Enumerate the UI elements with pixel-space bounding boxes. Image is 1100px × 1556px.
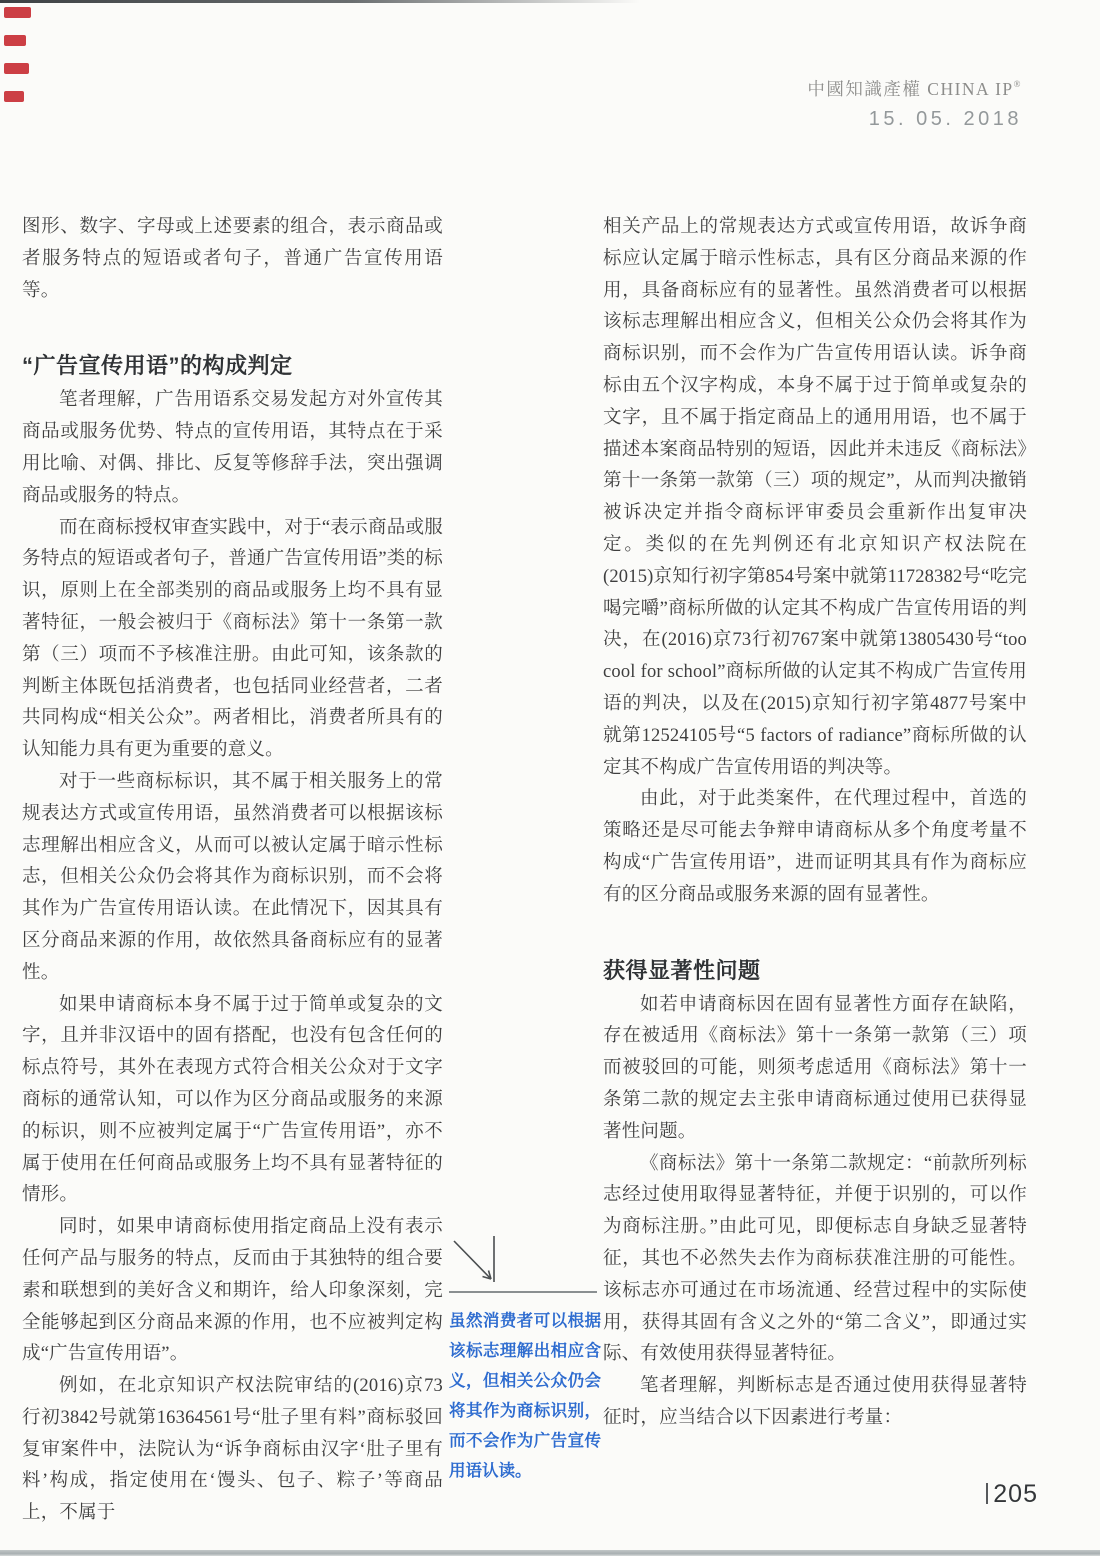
registered-trademark-symbol: ® (1013, 79, 1022, 89)
red-mark (4, 7, 31, 18)
section-title-ad-slogan-determination: “广告宣传用语”的构成判定 (22, 353, 293, 379)
red-mark (4, 35, 26, 46)
paragraph: 如若申请商标因在固有显著性方面存在缺陷，存在被适用《商标法》第十一条第一款第（三）项而被驳回的可能，则须考虑适用《商标法》第十一条第二款的规定去主张申请商标通过使用已获得显著性问题。 (603, 994, 1027, 1142)
right-text-column (603, 212, 1027, 1435)
paragraph-continued: 相关产品上的常规表达方式或宣传用语，故诉争商标应认定属于暗示性标志，具有区分商品来源的作用，具备商标应有的显著性。虽然消费者可以根据该标志理解出相应含义，但相关公众仍会将其作为商标识别，而不会作为广告宣传用语认读。诉争商标由五个汉字构成，本身不属于过于简单或复杂的文字，且不属于指定商品上的通用用语，也不属于描述本案商品特别的短语，因此并未违反《商标法》第十一条第一款第（三）项的规定”，从而判决撤销被诉决定并指令商标评审委员会重新作出复审决定。类似的在先判例还有北京知识产权法院在(2015)京知行初字第854号案中就第11728382号“吃完喝完嚼”商标所做的认定其不构成广告宣传用语的判决，在(2016)京73行初767案中就第13805430号“too cool for school”商标所做的认定其不构成广告宣传用语的判决，以及在(2015)京知行初字第4877号案中就第12524105号“5 factors of radiance”商标所做的认定其不构成广告宣传用语的判决等。 (603, 217, 1027, 778)
page-number (986, 1480, 1038, 1509)
paragraph-continued: 图形、数字、字母或上述要素的组合，表示商品或者服务特点的短语或者句子，普通广告宣传用语等。 (22, 217, 443, 301)
journal-brand-text: 中國知識產權 CHINA IP (807, 79, 1014, 99)
page-number-bar (986, 1483, 988, 1504)
pull-quote (449, 1234, 601, 1486)
paragraph: 笔者理解，判断标志是否通过使用获得显著特征时，应当结合以下因素进行考量： (603, 1376, 1027, 1428)
issue-date: 15. 05. 2018 (868, 108, 1022, 130)
paragraph: 对于一些商标标识，其不属于相关服务上的常规表达方式或宣传用语，虽然消费者可以根据该标志理解出相应含义，从而可以被认定属于暗示性标志，但相关公众仍会将其作为商标识别，而不会将其作为广告宣传用语认读。在此情况下，因其具有区分商品来源的作用，故依然具备商标应有的显著性。 (22, 771, 443, 983)
page-top-edge (0, 0, 640, 3)
paragraph: 如果申请商标本身不属于过于简单或复杂的文字，且并非汉语中的固有搭配，也没有包含任何的标点符号，其外在表现方式符合相关公众对于文字商标的通常认知，可以作为区分商品或服务的来源的标识，则不应被判定属于“广告宣传用语”，亦不属于使用在任何商品或服务上均不具有显著特征的情形。 (22, 994, 443, 1206)
pull-quote-rule (449, 1291, 597, 1293)
paragraph: 同时，如果申请商标使用指定商品上没有表示任何产品与服务的特点，反而由于其独特的组合要素和联想到的美好含义和期许，给人印象深刻，完全能够起到区分商品来源的作用，也不应被判定构成“广告宣传用语”。 (22, 1217, 443, 1365)
paragraph: 《商标法》第十一条第二款规定：“前款所列标志经过使用取得显著特征，并便于识别的，可以作为商标注册。”由此可见，即便标志自身缺乏显著特征，其也不必然失去作为商标获准注册的可能性。该标志亦可通过在市场流通、经营过程中的实际使用，获得其固有含义之外的“第二含义”，即通过实际、有效使用获得显著特征。 (603, 1153, 1027, 1365)
down-right-arrow-icon (451, 1234, 507, 1286)
section-title-acquired-distinctiveness: 获得显著性问题 (603, 957, 761, 983)
journal-brand (807, 76, 1022, 101)
pull-quote-text: 虽然消费者可以根据该标志理解出相应含义，但相关公众仍会将其作为商标识别，而不会作为广告宣传用语认读。 (449, 1312, 601, 1480)
page-header (807, 76, 1022, 131)
red-mark (4, 63, 29, 74)
red-edge-marks (4, 7, 31, 119)
left-text-column (22, 212, 443, 1530)
paragraph: 由此，对于此类案件，在代理过程中，首选的策略还是尽可能去争辩申请商标从多个角度考量不构成“广告宣传用语”，进而证明其具有作为商标应有的区分商品或服务来源的固有显著性。 (603, 789, 1027, 905)
paragraph: 笔者理解，广告用语系交易发起方对外宣传其商品或服务优势、特点的宣传用语，其特点在于采用比喻、对偶、排比、反复等修辞手法，突出强调商品或服务的特点。 (22, 390, 443, 506)
red-mark (4, 91, 24, 102)
page-number-value: 205 (993, 1480, 1038, 1508)
paragraph: 而在商标授权审查实践中，对于“表示商品或服务特点的短语或者句子，普通广告宣传用语”类的标识，原则上在全部类别的商品或服务上均不具有显著特征，一般会被归于《商标法》第十一条第一款第（三）项而不予核准注册。由此可知，该条款的判断主体既包括消费者，也包括同业经营者，二者共同构成“相关公众”。两者相比，消费者所具有的认知能力具有更为重要的意义。 (22, 517, 443, 761)
page-bottom-edge (0, 1550, 1100, 1556)
paragraph: 例如，在北京知识产权法院审结的(2016)京73行初3842号就第16364561号“肚子里有料”商标驳回复审案件中，法院认为“诉争商标由汉字‘肚子里有料’构成，指定使用在‘馒头、包子、粽子’等商品上，不属于 (22, 1376, 443, 1524)
